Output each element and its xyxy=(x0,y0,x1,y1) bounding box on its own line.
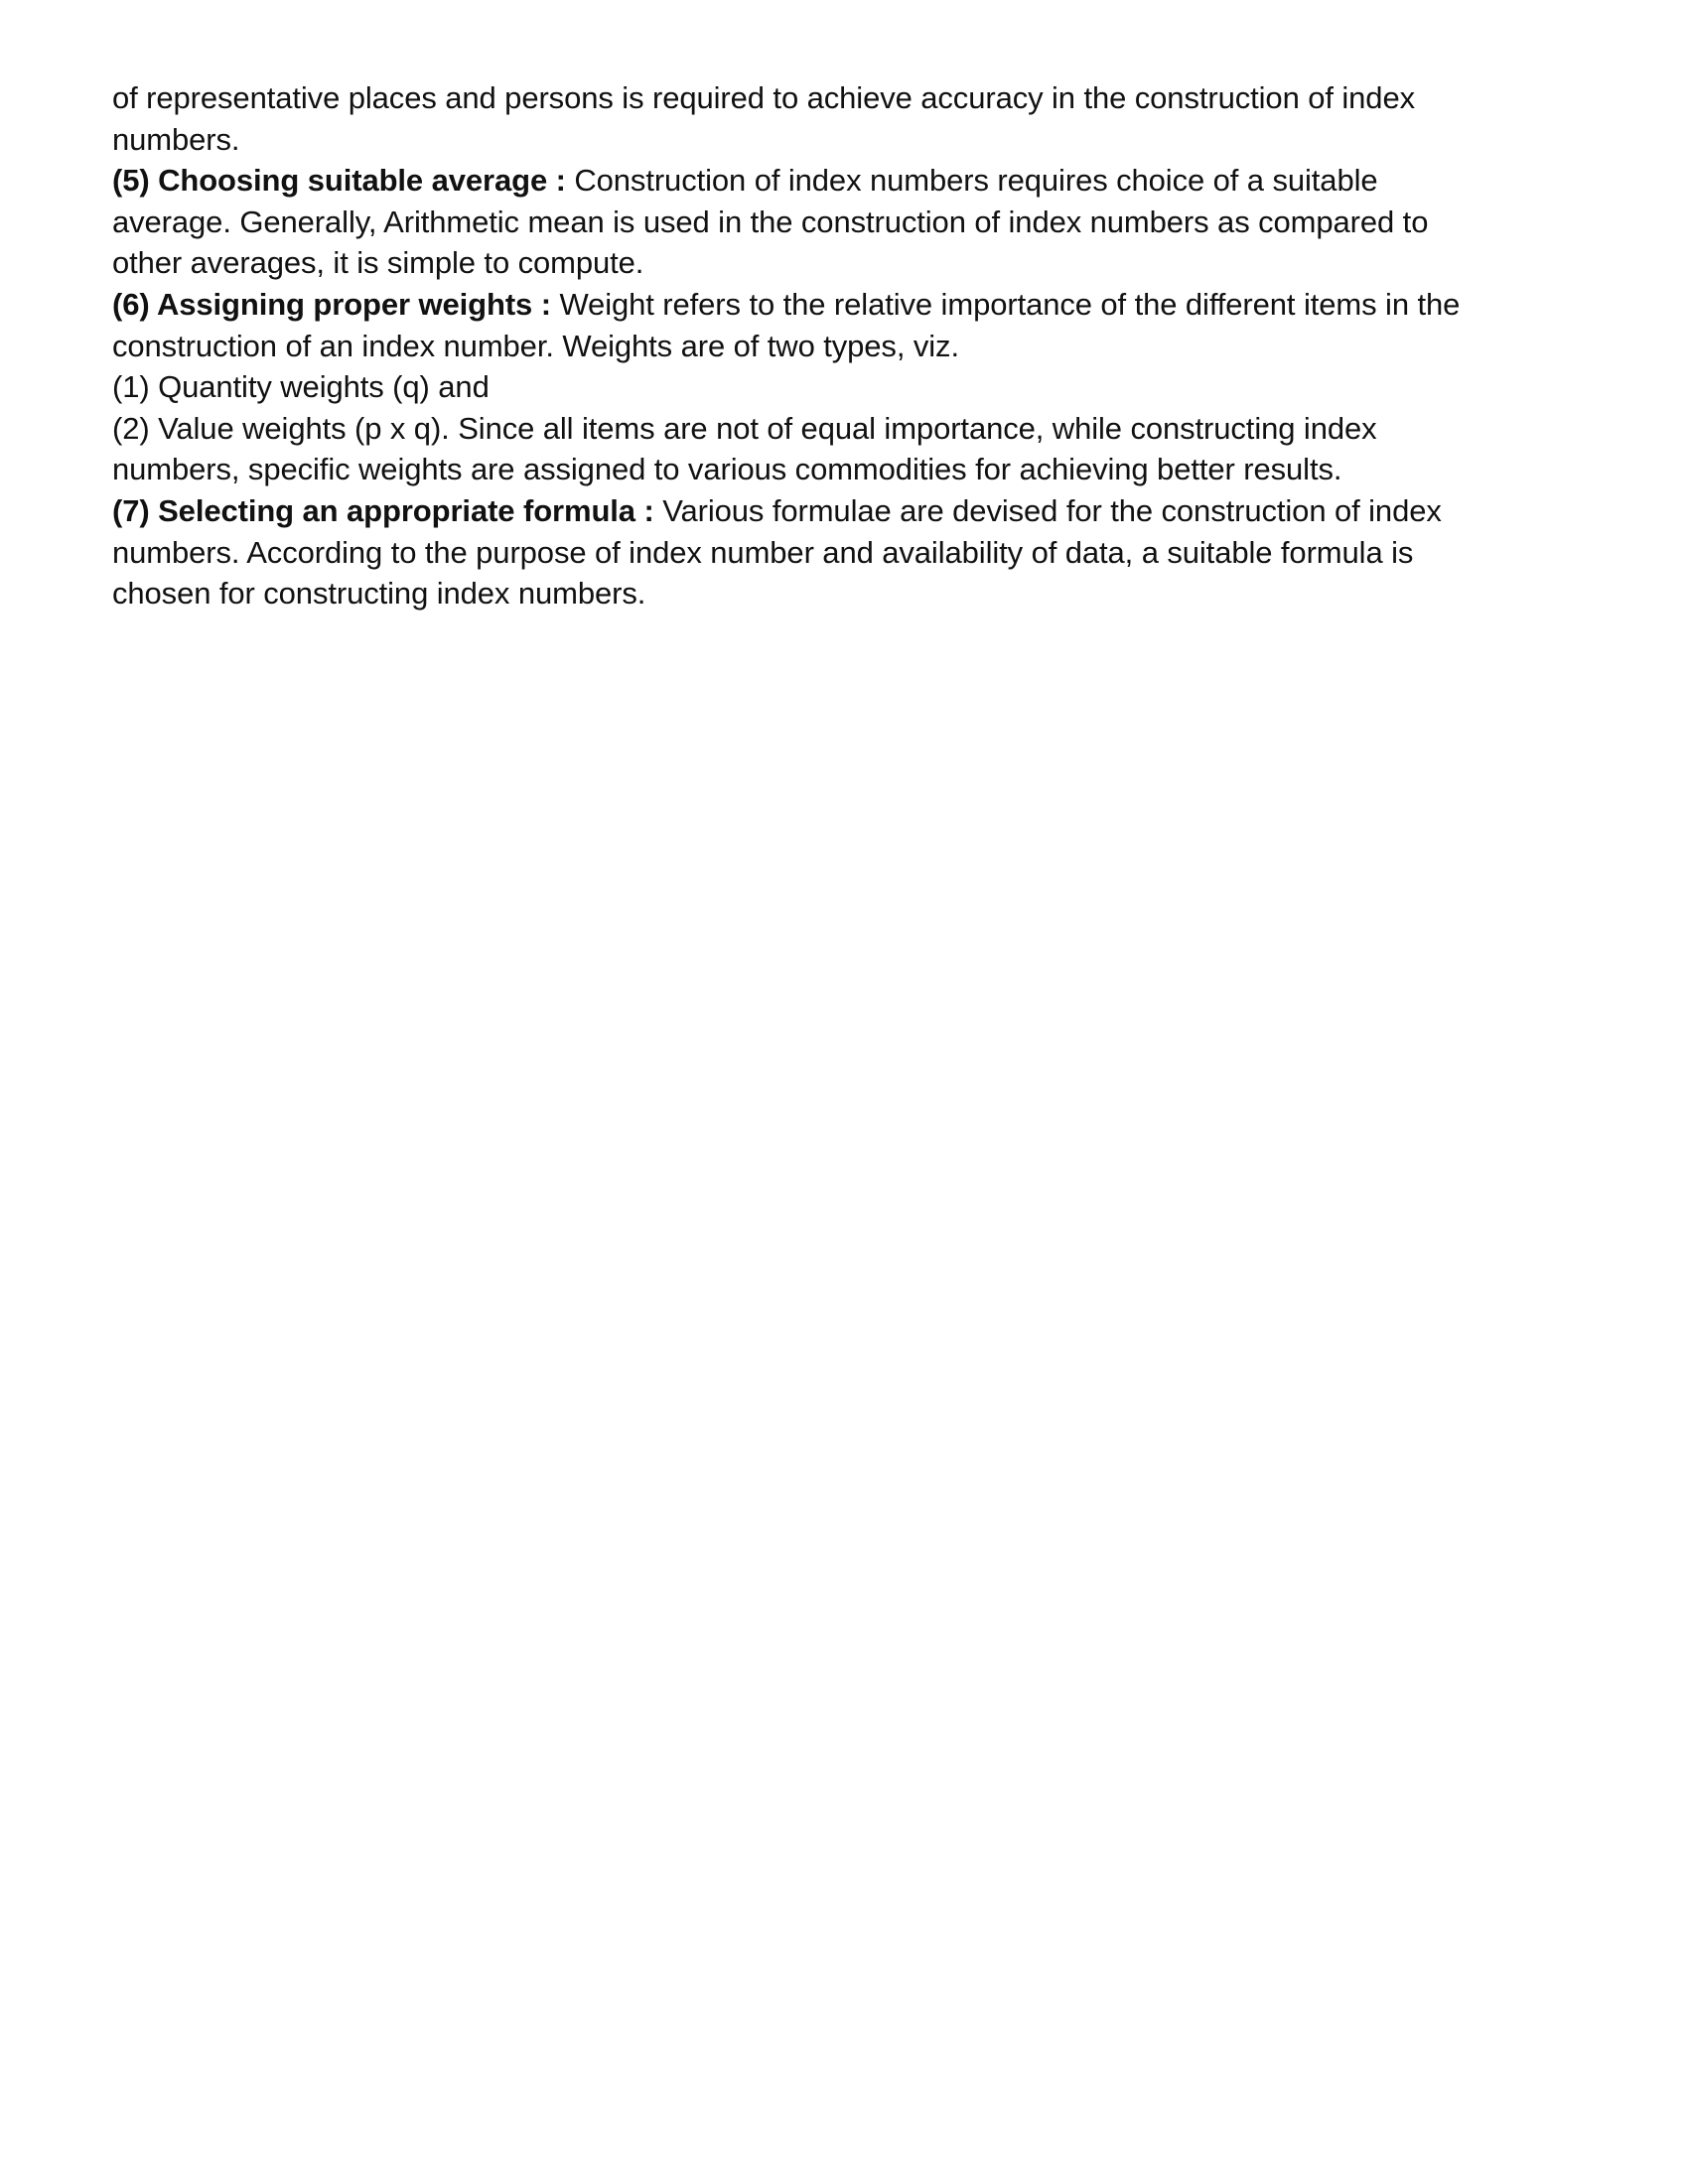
document-page xyxy=(112,77,1582,614)
section-7-first-line-text: Various formulae are devised for the construction of index xyxy=(653,492,1442,528)
intro-line-1: of representative places and persons is required to achieve accuracy in the construction of index xyxy=(112,80,1415,115)
quantity-weights-item: (1) Quantity weights (q) and xyxy=(112,369,490,405)
section-choosing-average xyxy=(112,160,1582,284)
section-7-heading: (7) Selecting an appropriate formula : xyxy=(112,492,654,528)
section-assigning-weights xyxy=(112,284,1582,490)
section-5-heading: (5) Choosing suitable average : xyxy=(112,163,566,199)
section-6-heading: (6) Assigning proper weights : xyxy=(112,286,551,322)
intro-line-2: numbers. xyxy=(112,121,240,157)
section-5-line: average. Generally, Arithmetic mean is used in the construction of index numbers as compared to xyxy=(112,204,1429,239)
section-5-first-line-text: Construction of index numbers requires choice of a suitable xyxy=(565,163,1378,199)
section-6-line: numbers, specific weights are assigned to various commodities for achieving better results. xyxy=(112,452,1342,487)
section-5-line: other averages, it is simple to compute. xyxy=(112,245,644,281)
section-6-first-line xyxy=(112,284,1582,326)
section-7-line: chosen for constructing index numbers. xyxy=(112,576,646,612)
section-5-first-line xyxy=(112,160,1582,202)
value-weights-item: (2) Value weights (p x q). Since all items are not of equal importance, while constructing index xyxy=(112,410,1377,446)
section-selecting-formula xyxy=(112,490,1582,614)
section-6-first-line-text: Weight refers to the relative importance of the different items in the xyxy=(550,286,1461,322)
section-7-first-line xyxy=(112,490,1582,532)
section-7-line: numbers. According to the purpose of index number and availability of data, a suitable formula is xyxy=(112,534,1414,570)
section-6-line: construction of an index number. Weights are of two types, viz. xyxy=(112,328,959,363)
